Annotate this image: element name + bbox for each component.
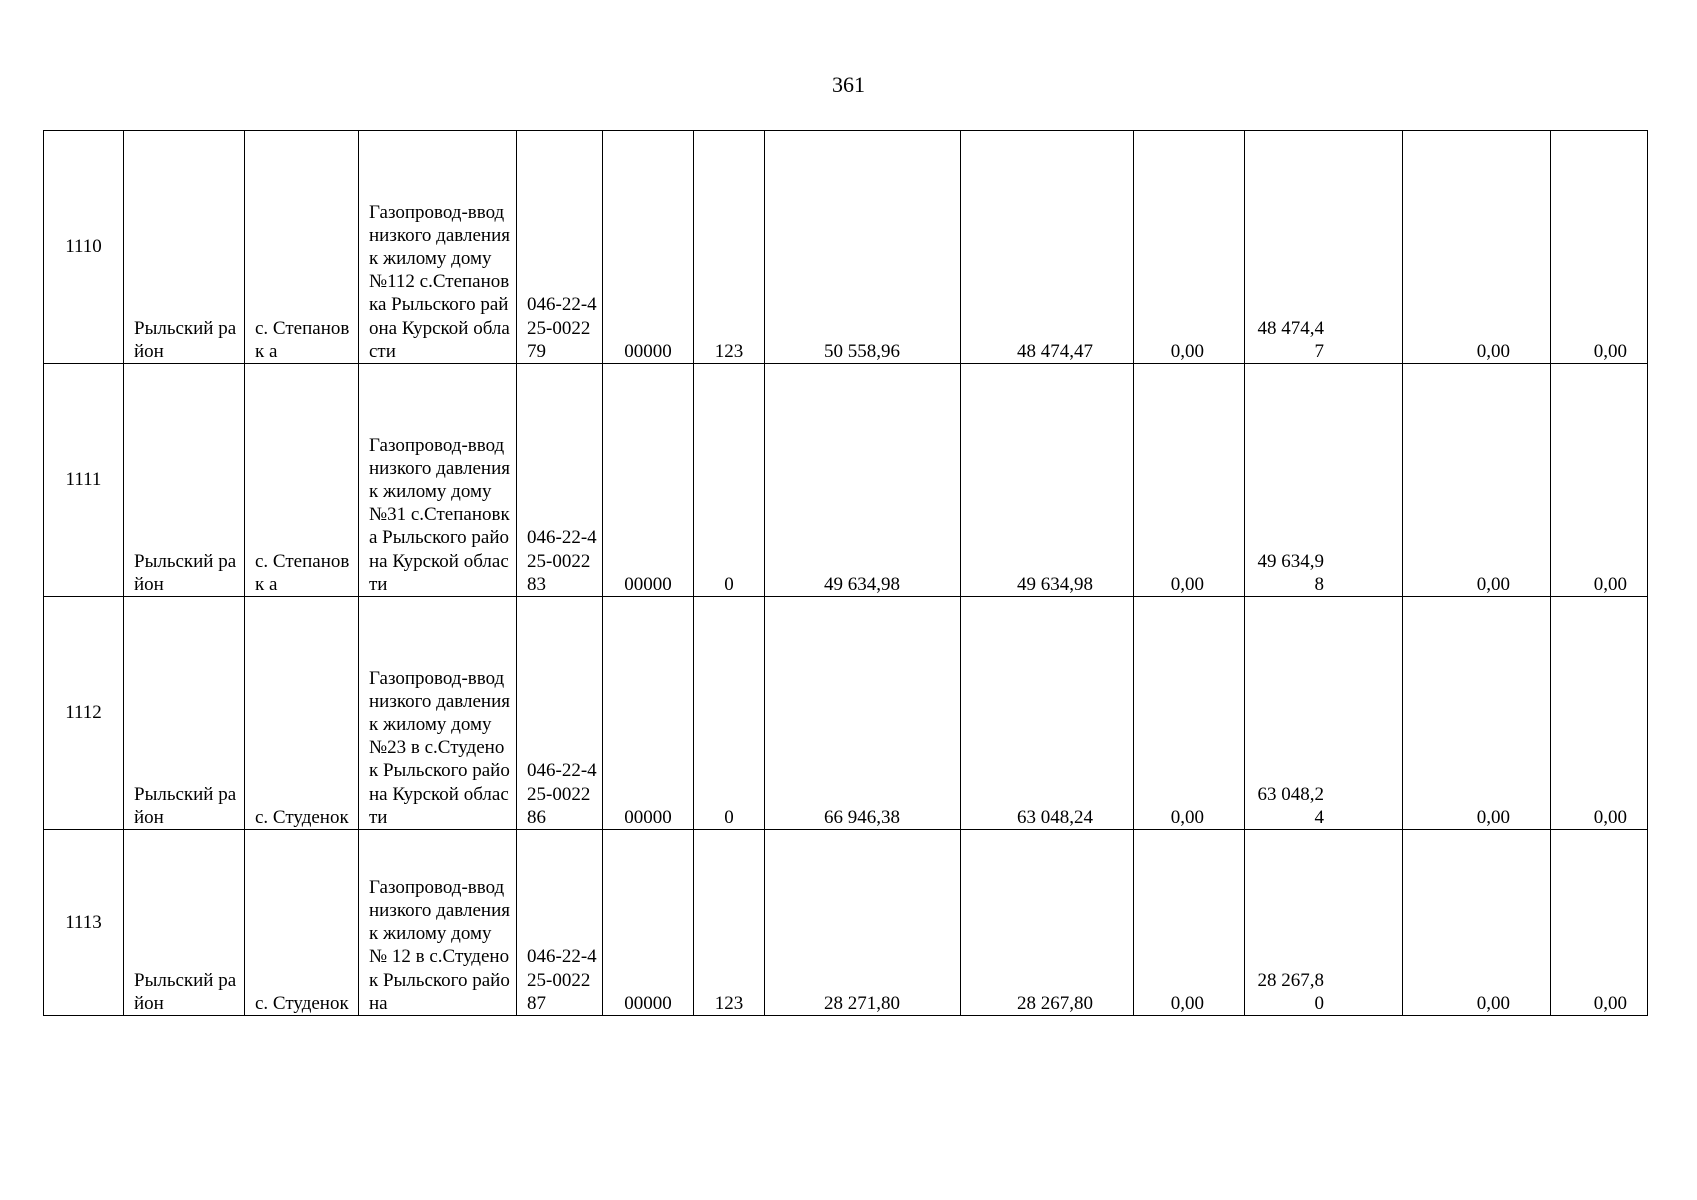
okof-cell: 00000 (603, 131, 694, 364)
column-9-cell: 49 634,98 (961, 364, 1134, 597)
page-number: 361 (832, 72, 865, 97)
column-12-cell: 0,00 (1403, 131, 1551, 364)
column-7-cell: 0 (694, 597, 765, 830)
table-row (44, 830, 1648, 1016)
column-7-cell: 123 (694, 131, 765, 364)
column-12-cell: 0,00 (1403, 364, 1551, 597)
settlement-cell: с. Степановк а (245, 364, 359, 597)
object-name-cell: Газопровод-ввод низкого давления к жилому дому №112 с.Степановка Рыльского района Курской области (359, 131, 517, 364)
column-12-cell: 0,00 (1403, 830, 1551, 1016)
column-8-cell: 66 946,38 (765, 597, 961, 830)
district-cell: Рыльский район (124, 131, 245, 364)
object-name-cell: Газопровод-ввод низкого давления к жилому дому № 12 в с.Студенок Рыльского района (359, 830, 517, 1016)
column-10-cell: 0,00 (1134, 597, 1245, 830)
column-11-cell: 28 267,80 (1245, 830, 1403, 1016)
object-name-cell: Газопровод-ввод низкого давления к жилому дому №23 в с.Студенок Рыльского района Курской области (359, 597, 517, 830)
column-12-cell: 0,00 (1403, 597, 1551, 830)
row-number: 1111 (44, 364, 124, 597)
column-9-cell: 63 048,24 (961, 597, 1134, 830)
object-name-cell: Газопровод-ввод низкого давления к жилому дому №31 с.Степановка Рыльского района Курской области (359, 364, 517, 597)
row-number: 1113 (44, 830, 124, 1016)
column-13-cell: 0,00 (1551, 364, 1648, 597)
column-13-cell: 0,00 (1551, 131, 1648, 364)
settlement-cell: с. Студенок (245, 597, 359, 830)
column-13-cell: 0,00 (1551, 830, 1648, 1016)
okof-cell: 00000 (603, 597, 694, 830)
column-7-cell: 123 (694, 830, 765, 1016)
cadastral-code-cell: 046-22-425-002286 (517, 597, 603, 830)
settlement-cell: с. Студенок (245, 830, 359, 1016)
column-7-cell: 0 (694, 364, 765, 597)
property-register-table (43, 130, 1648, 1016)
row-number: 1110 (44, 131, 124, 364)
row-number: 1112 (44, 597, 124, 830)
cadastral-code-cell: 046-22-425-002279 (517, 131, 603, 364)
okof-cell: 00000 (603, 364, 694, 597)
column-11-cell: 63 048,24 (1245, 597, 1403, 830)
okof-cell: 00000 (603, 830, 694, 1016)
column-8-cell: 50 558,96 (765, 131, 961, 364)
district-cell: Рыльский район (124, 364, 245, 597)
column-9-cell: 28 267,80 (961, 830, 1134, 1016)
column-10-cell: 0,00 (1134, 830, 1245, 1016)
column-11-cell: 49 634,98 (1245, 364, 1403, 597)
column-8-cell: 28 271,80 (765, 830, 961, 1016)
district-cell: Рыльский район (124, 830, 245, 1016)
column-9-cell: 48 474,47 (961, 131, 1134, 364)
cadastral-code-cell: 046-22-425-002283 (517, 364, 603, 597)
column-8-cell: 49 634,98 (765, 364, 961, 597)
table-row (44, 364, 1648, 597)
column-11-cell: 48 474,47 (1245, 131, 1403, 364)
column-10-cell: 0,00 (1134, 364, 1245, 597)
table-row (44, 597, 1648, 830)
settlement-cell: с. Степановк а (245, 131, 359, 364)
column-13-cell: 0,00 (1551, 597, 1648, 830)
table-row (44, 131, 1648, 364)
cadastral-code-cell: 046-22-425-002287 (517, 830, 603, 1016)
column-10-cell: 0,00 (1134, 131, 1245, 364)
district-cell: Рыльский район (124, 597, 245, 830)
